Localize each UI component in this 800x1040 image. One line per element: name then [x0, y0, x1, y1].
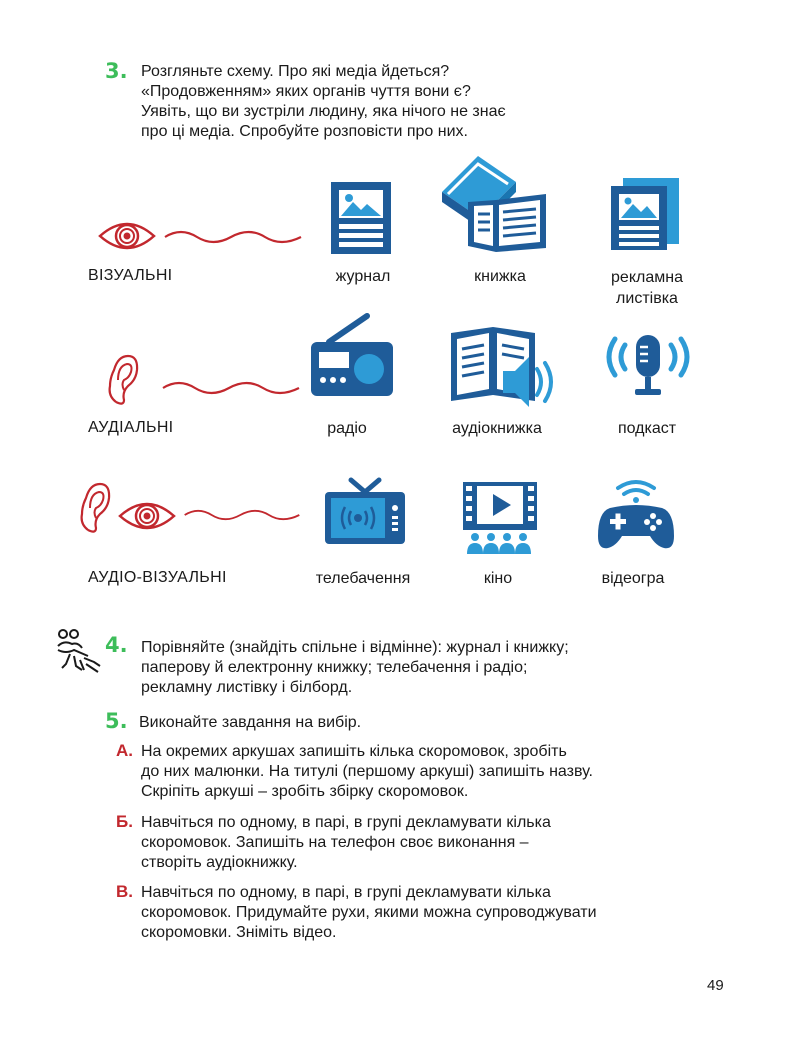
page-number: 49: [707, 977, 724, 994]
podcast-icon: [601, 333, 695, 399]
option-c-letter: В.: [116, 882, 133, 901]
task3-line: Уявіть, що ви зустріли людину, яка нічого не знає: [141, 103, 506, 120]
task3-line: Розгляньте схему. Про які медіа йдеться?: [141, 63, 450, 80]
task3-line: «Продовженням» яких органів чуття вони є?: [141, 83, 471, 100]
eye-icon: [97, 218, 157, 254]
label-magazine: журнал: [335, 268, 391, 285]
wave-line: [162, 227, 304, 247]
task4-text: [141, 638, 569, 698]
task4-line: Порівняйте (знайдіть спільне і відмінне): журнал і книжку;: [141, 639, 569, 656]
task4-line: паперову й електронну книжку; телебачення і радіо;: [141, 659, 528, 676]
option-a-text: [141, 742, 593, 802]
wave-line: [183, 505, 301, 525]
option-line: скоромовок. Запишіть на телефон своє виконання –: [141, 834, 529, 851]
leaflet-icon: [607, 176, 681, 252]
option-line: Навчіться по одному, в парі, в групі декламувати кілька: [141, 884, 551, 901]
ear-icon: [106, 352, 140, 408]
label-cinema: кіно: [483, 570, 513, 587]
option-a-letter: А.: [116, 741, 133, 760]
label-radio: радіо: [327, 420, 367, 437]
option-line: На окремих аркушах запишіть кілька скоромовок, зробіть: [141, 743, 567, 760]
category-visual: ВІЗУАЛЬНІ: [88, 267, 173, 284]
group-work-icon: [54, 628, 104, 674]
audiobook-icon: [449, 323, 567, 409]
cinema-icon: [461, 480, 539, 556]
option-line: створіть аудіокнижку.: [141, 854, 298, 871]
label-book: книжка: [474, 268, 526, 285]
gamepad-icon: [596, 474, 676, 552]
wave-line: [160, 378, 302, 398]
label-leaflet-line: рекламна: [611, 269, 683, 286]
option-line: Навчіться по одному, в парі, в групі декламувати кілька: [141, 814, 551, 831]
category-audiovisual: АУДІО-ВІЗУАЛЬНІ: [88, 569, 227, 586]
eye-icon: [117, 498, 177, 534]
label-podcast: подкаст: [617, 420, 677, 437]
category-audio: АУДІАЛЬНІ: [88, 419, 174, 436]
ear-icon: [78, 480, 112, 536]
option-b-letter: Б.: [116, 812, 133, 831]
option-line: до них малюнки. На титулі (першому аркуші) запишіть назву.: [141, 763, 593, 780]
label-leaflet-line: листівка: [616, 290, 678, 307]
option-line: скоромовки. Зніміть відео.: [141, 924, 337, 941]
option-line: скоромовок. Придумайте рухи, якими можна супроводжувати: [141, 904, 597, 921]
task4-number: 4.: [105, 633, 128, 657]
label-audiobook: аудіокнижка: [452, 420, 542, 437]
task3-number: 3.: [105, 59, 128, 83]
radio-icon: [309, 312, 395, 398]
task5-title: Виконайте завдання на вибір.: [139, 714, 362, 731]
task4-line: рекламну листівку і білборд.: [141, 679, 353, 696]
tv-icon: [323, 476, 407, 548]
option-c-text: [141, 883, 597, 943]
task3-line: про ці медіа. Спробуйте розповісти про них.: [141, 123, 468, 140]
label-tv: телебачення: [315, 570, 411, 587]
task5-number: 5.: [105, 709, 128, 733]
option-b-text: [141, 813, 551, 873]
label-leaflet: [577, 267, 717, 309]
magazine-icon: [329, 180, 393, 256]
book-icon: [438, 152, 550, 254]
label-gamepad: відеогра: [601, 570, 665, 587]
option-line: Скріпіть аркуші – зробіть збірку скоромовок.: [141, 783, 469, 800]
task3-text: [141, 62, 506, 142]
